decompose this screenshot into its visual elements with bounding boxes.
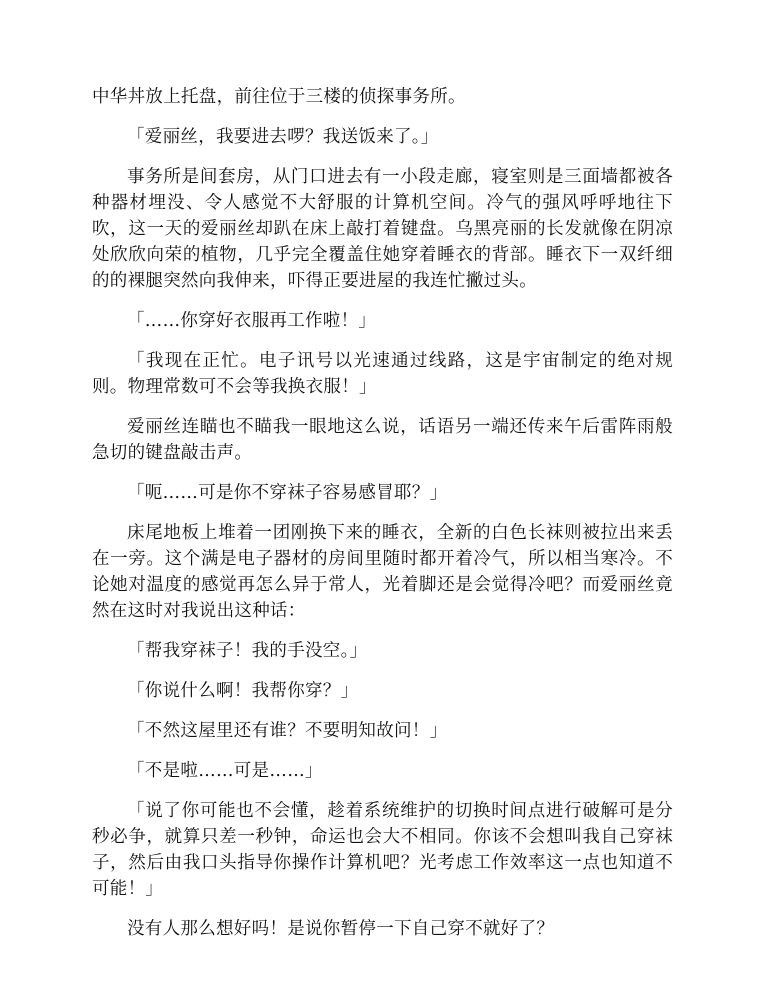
paragraph-3: 事务所是间套房，从门口进去有一小段走廊，寝室则是三面墙都被各种器材埋没、令人感觉不大舒服的计算机空间。冷气的强风呼呼地往下吹，这一天的爱丽丝却趴在床上敲打着键盘。乌黑亮丽的长发就像在阴凉处欣欣向荣的植物，几乎完全覆盖住她穿着睡衣的背部。睡衣下一双纤细的的裸腿突然向我伸来，吓得正要进屋的我连忙撇过头。 (92, 167, 673, 291)
paragraph-9: 「帮我穿袜子！我的手没空。」 (127, 641, 368, 661)
paragraph-11: 「不然这屋里还有谁？不要明知故问！」 (127, 721, 448, 741)
paragraph-1: 中华丼放上托盘，前往位于三楼的侦探事务所。 (92, 87, 466, 107)
paragraph-6: 爱丽丝连瞄也不瞄我一眼地这么说，话语另一端还传来午后雷阵雨般急切的键盘敲击声。 (92, 417, 673, 463)
paragraph-14: 没有人那么想好吗！是说你暂停一下自己穿不就好了？ (127, 919, 555, 939)
paragraph-4: 「……你穿好衣服再工作啦！」 (127, 311, 377, 331)
paragraph-8: 床尾地板上堆着一团刚换下来的睡衣，全新的白色长袜则被拉出来丢在一旁。这个满是电子器材的房间里随时都开着冷气，所以相当寒冷。不论她对温度的感觉再怎么异于常人，光着脚还是会觉得冷吧？而爱丽丝竟然在这时对我说出这种话： (92, 523, 673, 621)
paragraph-10: 「你说什么啊！我帮你穿？」 (127, 681, 359, 701)
paragraph-12: 「不是啦……可是……」 (127, 761, 323, 781)
paragraph-2: 「爱丽丝，我要进去啰？我送饭来了。」 (127, 127, 439, 147)
paragraph-13: 「说了你可能也不会懂，趁着系统维护的切换时间点进行破解可是分秒必争，就算只差一秒钟，命运也会大不相同。你该不会想叫我自己穿袜子，然后由我口头指导你操作计算机吧？光考虑工作效率这一点也知道不可能！」 (92, 801, 673, 899)
paragraph-5: 「我现在正忙。电子讯号以光速通过线路，这是宇宙制定的绝对规则。物理常数可不会等我换衣服！」 (92, 351, 673, 397)
paragraph-7: 「呃……可是你不穿袜子容易感冒耶？」 (127, 483, 448, 503)
